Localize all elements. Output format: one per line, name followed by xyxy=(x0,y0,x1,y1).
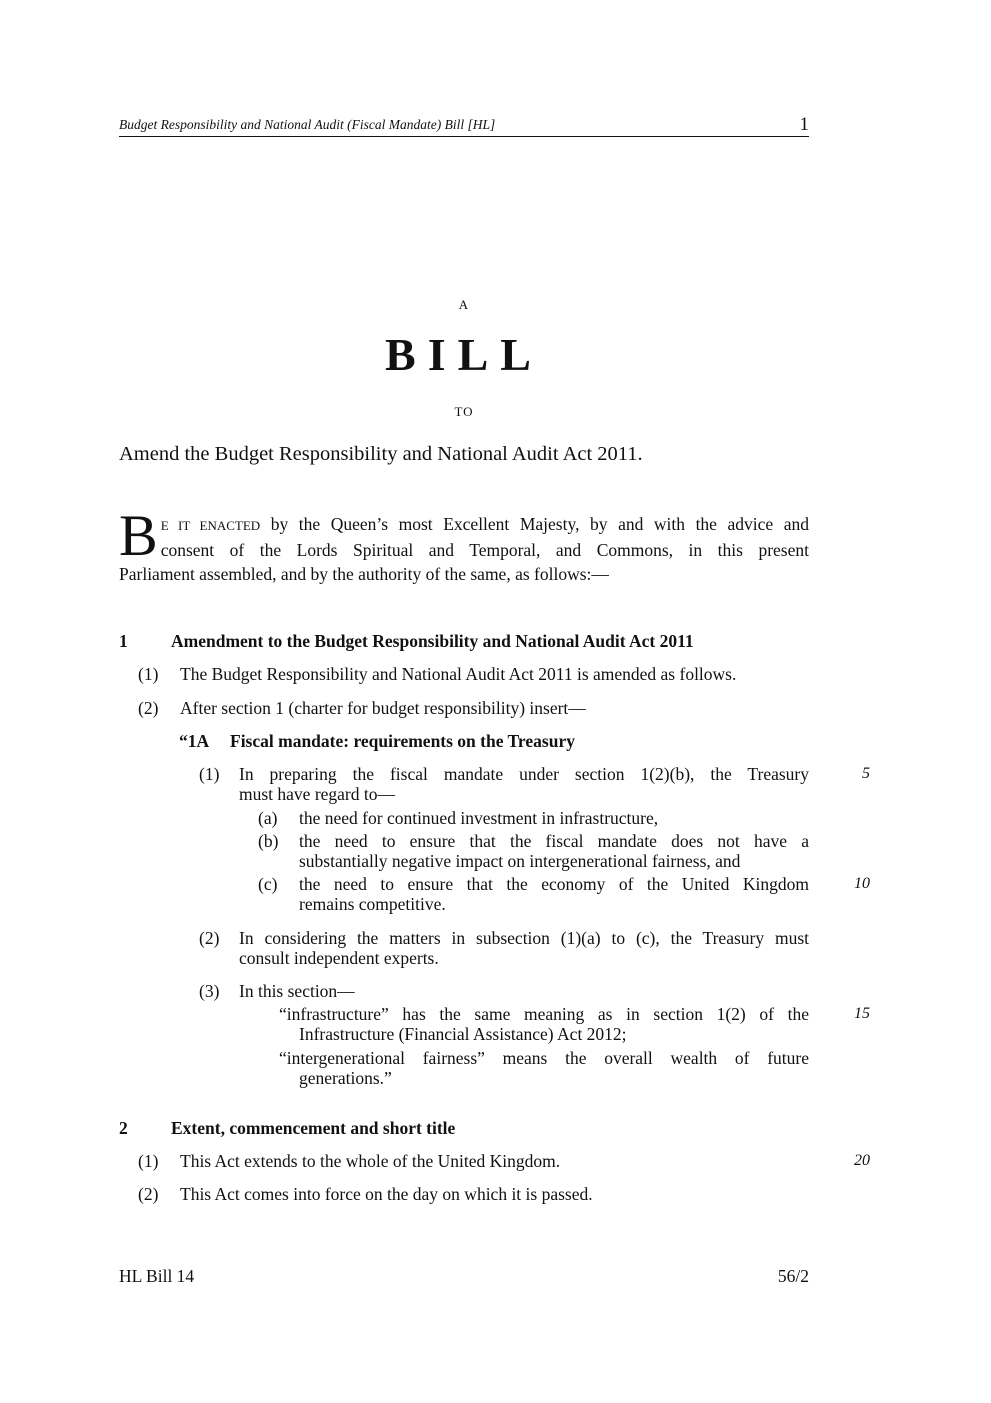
para-b-line-2: substantially negative impact on intergenerational fairness, and xyxy=(299,851,741,871)
page-number: 1 xyxy=(799,114,809,135)
clause-1-sub-1-num: (1) xyxy=(138,664,159,684)
para-a-num: (a) xyxy=(258,808,278,828)
definition-infrastructure-line-2: Infrastructure (Financial Assistance) Act 2012; xyxy=(299,1024,627,1044)
inserted-sub-2-line-2: consult independent experts. xyxy=(239,948,439,968)
para-c-num: (c) xyxy=(258,874,278,894)
clause-2-sub-2-text: This Act comes into force on the day on which it is passed. xyxy=(180,1184,593,1204)
line-number-15: 15 xyxy=(854,1005,870,1022)
inserted-sub-3-line-1: In this section— xyxy=(239,981,355,1001)
inserted-sub-1-line-2: must have regard to— xyxy=(239,784,395,804)
clause-1-heading: Amendment to the Budget Responsibility and National Audit Act 2011 xyxy=(171,631,694,651)
para-c-line-1: the need to ensure that the economy of the United Kingdom xyxy=(299,874,809,894)
clause-2-sub-1-num: (1) xyxy=(138,1151,159,1171)
line-number-10: 10 xyxy=(854,875,870,892)
definition-infrastructure-line-1: “infrastructure” has the same meaning as in section 1(2) of the xyxy=(279,1004,809,1024)
inserted-section-number: “1A xyxy=(179,731,210,751)
clause-2-sub-2-num: (2) xyxy=(138,1184,159,1204)
line-number-5: 5 xyxy=(862,765,870,782)
inserted-sub-2-line-1: In considering the matters in subsection (1)(a) to (c), the Treasury must xyxy=(239,928,809,948)
running-header xyxy=(119,114,809,137)
enacting-line-2: consent of the Lords Spiritual and Temporal, and Commons, in this present xyxy=(160,540,809,560)
line-number-20: 20 xyxy=(854,1152,870,1169)
para-b-num: (b) xyxy=(258,831,279,851)
print-reference: 56/2 xyxy=(777,1266,809,1286)
para-b-line-1: the need to ensure that the fiscal mandate does not have a xyxy=(299,831,809,851)
inserted-sub-1-num: (1) xyxy=(199,764,220,784)
title-to: TO xyxy=(454,404,474,419)
enacting-small-caps: E IT ENACTED xyxy=(160,518,261,533)
clause-1-sub-1-text: The Budget Responsibility and National Audit Act 2011 is amended as follows. xyxy=(180,664,737,684)
para-a-text: the need for continued investment in infrastructure, xyxy=(299,808,659,828)
inserted-sub-3-num: (3) xyxy=(199,981,220,1001)
clause-1-sub-2-num: (2) xyxy=(138,698,159,718)
clause-2-heading: Extent, commencement and short title xyxy=(171,1118,456,1138)
title-a: A xyxy=(458,297,470,312)
enacting-line-1: by the Queen’s most Excellent Majesty, by and with the advice and xyxy=(260,514,809,534)
definition-fairness-line-1: “intergenerational fairness” means the overall wealth of future xyxy=(279,1048,809,1068)
long-title: Amend the Budget Responsibility and National Audit Act 2011. xyxy=(119,443,643,465)
clause-1-sub-2-text: After section 1 (charter for budget responsibility) insert— xyxy=(180,698,586,718)
clause-1-number: 1 xyxy=(119,631,128,651)
definition-fairness-line-2: generations.” xyxy=(299,1068,392,1088)
clause-2-sub-1-text: This Act extends to the whole of the United Kingdom. xyxy=(180,1151,561,1171)
title-bill: BILL xyxy=(385,329,543,380)
clause-2-number: 2 xyxy=(119,1118,128,1138)
enacting-line-3: Parliament assembled, and by the authority of the same, as follows:— xyxy=(119,564,609,584)
bill-reference: HL Bill 14 xyxy=(119,1266,195,1286)
running-title: Budget Responsibility and National Audit (Fiscal Mandate) Bill [HL] xyxy=(119,117,496,132)
para-c-line-2: remains competitive. xyxy=(299,894,446,914)
drop-cap: B xyxy=(119,503,158,568)
inserted-sub-1-line-1: In preparing the fiscal mandate under section 1(2)(b), the Treasury xyxy=(239,764,809,784)
inserted-sub-2-num: (2) xyxy=(199,928,220,948)
enacting-formula xyxy=(119,503,809,586)
inserted-section-heading: Fiscal mandate: requirements on the Treasury xyxy=(230,731,575,751)
